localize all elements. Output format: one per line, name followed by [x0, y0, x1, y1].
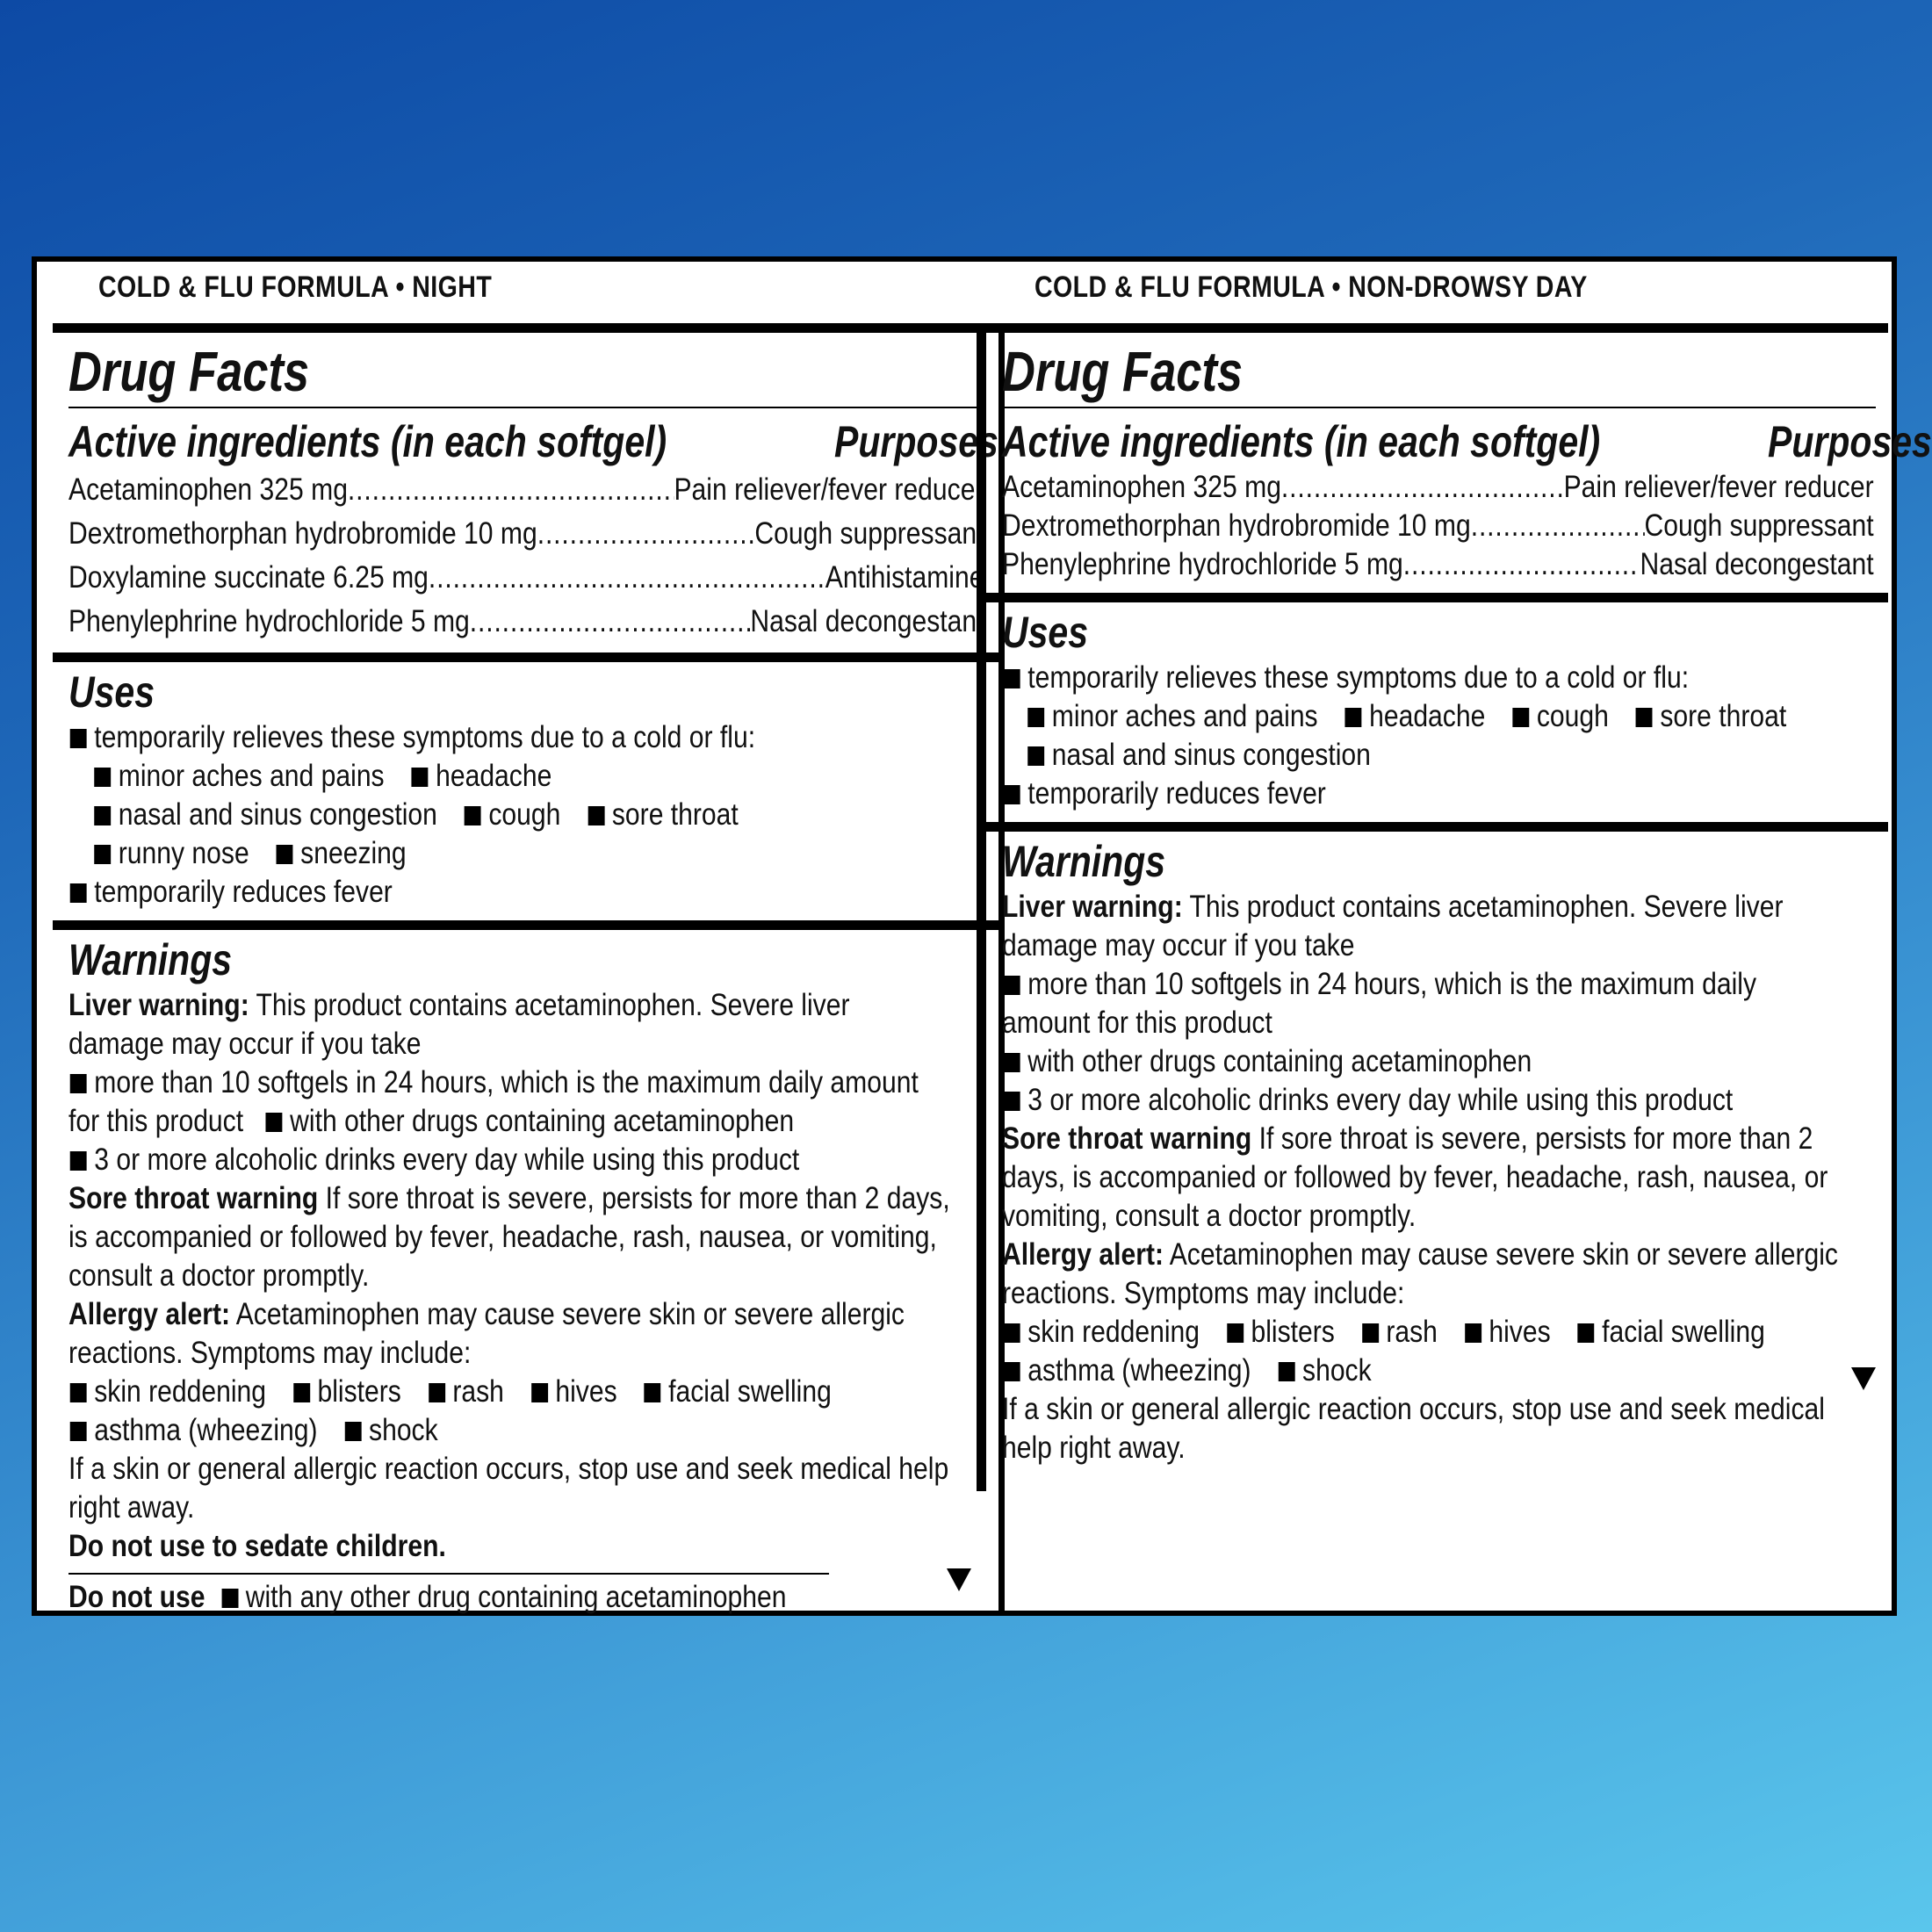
symptom: cough: [488, 797, 561, 832]
day-formula-column: [977, 262, 1932, 1491]
ingredient-name: Doxylamine succinate 6.25 mg: [68, 560, 429, 595]
allergy-end-text: If a skin or general allergic reaction occurs, stop use and seek medical help right away.: [68, 1452, 949, 1525]
allergy-end-text: If a skin or general allergic reaction occurs, stop use and seek medical help right away.: [1002, 1392, 1825, 1465]
sore-throat-text: If sore throat is severe, persists for more than 2 days, is accompanied or followed by fever, headache, rash, nausea, or vomiting, consult a doctor promptly.: [1002, 1121, 1828, 1233]
leader-dots: [1403, 545, 1640, 584]
bullet-icon: [1578, 1323, 1595, 1343]
section-divider: [986, 822, 1888, 832]
ingredient-name: Acetaminophen 325 mg: [68, 472, 348, 507]
bullet-icon: [531, 1383, 548, 1402]
allergy-alert-label: Allergy alert:: [1002, 1237, 1164, 1272]
bullet-icon: [1512, 708, 1529, 727]
bullet-icon: [1004, 1053, 1020, 1072]
bullet-icon: [70, 729, 87, 748]
bullet-icon: [277, 845, 293, 864]
allergy-symptom: shock: [369, 1413, 438, 1447]
uses-fever: temporarily reduces fever: [1027, 776, 1326, 811]
leader-dots: [348, 468, 674, 512]
sore-throat-text: If sore throat is severe, persists for more than 2 days, is accompanied or followed by fever, headache, rash, nausea, or vomiting, consult a doctor promptly.: [68, 1181, 950, 1293]
divider: [68, 1573, 829, 1575]
allergy-alert-text: Acetaminophen may cause severe skin or severe allergic reactions. Symptoms may include:: [1002, 1237, 1838, 1310]
bullet-icon: [1004, 785, 1020, 804]
uses-heading: Uses: [68, 667, 155, 717]
bullet-icon: [1362, 1323, 1379, 1343]
allergy-symptom: facial swelling: [1602, 1315, 1765, 1349]
bullet-icon: [1027, 708, 1044, 727]
bullet-icon: [94, 845, 111, 864]
liver-warning-text: This product contains acetaminophen. Severe liver damage may occur if you take: [68, 988, 850, 1061]
liver-item: 3 or more alcoholic drinks every day while using this product: [1027, 1083, 1734, 1117]
symptom: nasal and sinus congestion: [1051, 738, 1371, 772]
liver-warning-text: This product contains acetaminophen. Severe liver damage may occur if you take: [1002, 890, 1784, 962]
sore-throat-label: Sore throat warning: [1002, 1121, 1252, 1156]
purposes-heading: Purposes: [1767, 417, 1932, 466]
bullet-icon: [465, 806, 481, 825]
bullet-icon: [1027, 746, 1044, 766]
symptom: sneezing: [300, 836, 407, 870]
bullet-icon: [221, 1589, 238, 1608]
ingredient-row: [68, 556, 984, 600]
uses-intro: temporarily relieves these symptoms due to a cold or flu:: [1027, 660, 1690, 695]
bullet-icon: [70, 1151, 87, 1171]
bullet-icon: [345, 1422, 362, 1441]
allergy-symptom: skin reddening: [94, 1374, 267, 1409]
bullet-icon: [1004, 1092, 1020, 1111]
bullet-icon: [645, 1383, 661, 1402]
drug-facts-panel: [32, 256, 1932, 1616]
warnings-section: [1002, 832, 1876, 1467]
ingredient-name: Dextromethorphan hydrobromide 10 mg: [68, 516, 537, 551]
ingredient-purpose: Nasal decongestant: [1640, 547, 1874, 581]
section-divider: [53, 920, 998, 930]
allergy-symptom: blisters: [1251, 1315, 1335, 1349]
uses-section: [68, 662, 986, 912]
section-divider: [986, 593, 1888, 602]
allergy-symptom: blisters: [317, 1374, 401, 1409]
leader-dots: [429, 556, 825, 600]
liver-warning-label: Liver warning:: [1002, 890, 1183, 924]
active-ingredients-header: [1002, 415, 1932, 468]
bullet-icon: [1279, 1362, 1295, 1381]
symptom: minor aches and pains: [1051, 699, 1318, 733]
sedate-warning: Do not use to sedate children.: [68, 1529, 446, 1563]
leader-dots: [1281, 468, 1564, 507]
symptom: headache: [1369, 699, 1486, 733]
bullet-icon: [1345, 708, 1362, 727]
ingredient-name: Dextromethorphan hydrobromide 10 mg: [1002, 508, 1471, 543]
bullet-icon: [1004, 1323, 1020, 1343]
bullet-icon: [429, 1383, 445, 1402]
symptom: sore throat: [1660, 699, 1787, 733]
drug-facts-box: [977, 323, 1932, 1491]
ingredient-name: Phenylephrine hydrochloride 5 mg: [68, 604, 470, 638]
ingredient-row: [1002, 468, 1874, 507]
sore-throat-label: Sore throat warning: [68, 1181, 319, 1215]
liver-warning-label: Liver warning:: [68, 988, 249, 1022]
ingredient-name: Acetaminophen 325 mg: [1002, 470, 1281, 504]
bullet-icon: [1465, 1323, 1481, 1343]
divider: [1002, 407, 1876, 408]
leader-dots: [537, 512, 755, 556]
leader-dots: [1471, 507, 1645, 545]
section-divider: [53, 652, 998, 662]
leader-dots: [470, 600, 751, 644]
ingredient-purpose: Cough suppressant: [754, 516, 984, 551]
allergy-symptom: asthma (wheezing): [1027, 1353, 1251, 1388]
allergy-symptom: facial swelling: [668, 1374, 832, 1409]
continue-arrow-icon: [1851, 1367, 1876, 1390]
allergy-symptom: shock: [1302, 1353, 1372, 1388]
ingredient-row: [68, 468, 984, 512]
liver-item: with other drugs containing acetaminophen: [290, 1104, 795, 1138]
allergy-symptom: asthma (wheezing): [94, 1413, 318, 1447]
uses-intro: temporarily relieves these symptoms due to a cold or flu:: [94, 720, 756, 754]
uses-section: [1002, 602, 1876, 813]
drug-facts-title: Drug Facts: [68, 340, 310, 403]
symptom: runny nose: [118, 836, 249, 870]
warnings-heading: Warnings: [1002, 837, 1166, 886]
ingredient-purpose: Cough suppressant: [1644, 508, 1874, 543]
ingredient-purpose: Antihistamine: [825, 560, 984, 595]
allergy-symptom: skin reddening: [1027, 1315, 1200, 1349]
bullet-icon: [70, 883, 87, 903]
ingredient-row: [68, 512, 984, 556]
formula-header: COLD & FLU FORMULA • NON-DROWSY DAY: [1034, 270, 1588, 304]
ingredient-purpose: Pain reliever/fever reducer: [1563, 470, 1874, 504]
ingredient-name: Phenylephrine hydrochloride 5 mg: [1002, 547, 1403, 581]
allergy-symptom: hives: [1489, 1315, 1551, 1349]
bullet-icon: [1004, 669, 1020, 688]
allergy-alert-label: Allergy alert:: [68, 1297, 231, 1331]
active-ingredients-heading: Active ingredients (in each softgel): [68, 417, 667, 466]
bullet-icon: [1004, 976, 1020, 995]
allergy-symptom: hives: [555, 1374, 617, 1409]
symptom: cough: [1536, 699, 1609, 733]
bullet-icon: [266, 1113, 283, 1132]
uses-fever: temporarily reduces fever: [94, 875, 393, 909]
active-ingredients-header: [68, 415, 998, 468]
uses-heading: Uses: [1002, 608, 1089, 657]
symptom: minor aches and pains: [118, 759, 385, 793]
bullet-icon: [412, 768, 429, 787]
bullet-icon: [94, 806, 111, 825]
bullet-icon: [293, 1383, 310, 1402]
continue-arrow-icon: [947, 1568, 971, 1591]
symptom: sore throat: [611, 797, 739, 832]
warnings-section: [68, 930, 986, 1617]
symptom: nasal and sinus congestion: [118, 797, 437, 832]
do-not-use-text: with any other drug containing acetaminophen: [245, 1580, 787, 1614]
drug-facts-box: [53, 323, 1005, 1614]
active-ingredients-heading: Active ingredients (in each softgel): [1002, 417, 1601, 466]
purposes-heading: Purposes: [833, 417, 998, 466]
liver-item: with other drugs containing acetaminophen: [1027, 1044, 1532, 1078]
bullet-icon: [1227, 1323, 1244, 1343]
allergy-alert-text: Acetaminophen may cause severe skin or severe allergic reactions. Symptoms may include:: [68, 1297, 905, 1370]
bullet-icon: [1636, 708, 1653, 727]
bullet-icon: [94, 768, 111, 787]
allergy-symptom: rash: [1386, 1315, 1438, 1349]
bullet-icon: [1004, 1362, 1020, 1381]
bullet-icon: [70, 1074, 87, 1093]
ingredient-purpose: Nasal decongestant: [750, 604, 984, 638]
ingredient-purpose: Pain reliever/fever reducer: [674, 472, 984, 507]
allergy-symptom: rash: [452, 1374, 504, 1409]
ingredient-row: [1002, 545, 1874, 584]
drug-facts-title: Drug Facts: [1002, 340, 1244, 403]
divider: [68, 407, 986, 408]
liver-item: 3 or more alcoholic drinks every day while using this product: [94, 1143, 800, 1177]
warnings-heading: Warnings: [68, 935, 233, 984]
liver-item: more than 10 softgels in 24 hours, which is the maximum daily amount for this product: [68, 1065, 919, 1138]
bullet-icon: [70, 1383, 87, 1402]
do-not-use-label: Do not use: [68, 1580, 205, 1614]
ingredient-row: [68, 600, 984, 644]
symptom: headache: [436, 759, 552, 793]
bullet-icon: [588, 806, 604, 825]
bullet-icon: [70, 1422, 87, 1441]
ingredient-row: [1002, 507, 1874, 545]
liver-item: more than 10 softgels in 24 hours, which is the maximum daily amount for this product: [1002, 967, 1757, 1040]
formula-header: COLD & FLU FORMULA • NIGHT: [98, 270, 493, 304]
night-formula-column: [53, 262, 1005, 1614]
